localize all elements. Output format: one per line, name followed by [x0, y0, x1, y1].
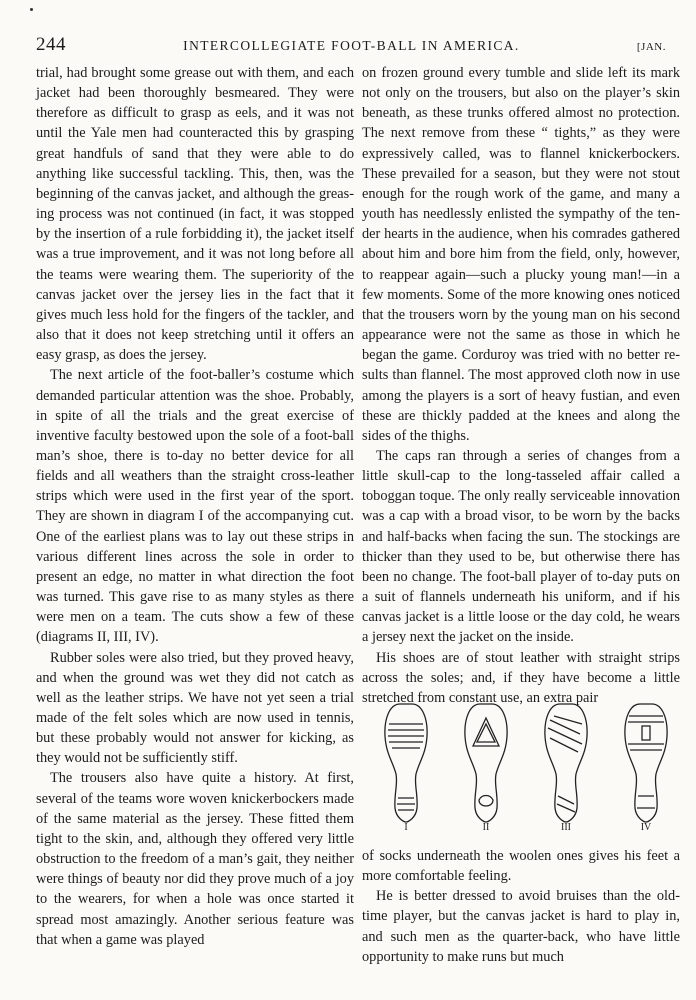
- figure-label: I: [404, 822, 408, 833]
- paragraph: The next article of the foot-baller’s costume which demanded particular attention was the shoe. Probably, in spite of all the trials and the great exercise of inventive faculty bestowed upon the sole of a foot-ball man’s shoe, there is to-day no better device for all fields and all weathers than the straight cross-leather strips which were used in the first year of the sport. They are shown in diagram I of the accompanying cut. One of the earliest plans was to lay out these strips in various different lines across the sole in order to present an edge, no matter in what direction the foot was turned. This gave rise to as many styles as there were men on a team. The cuts show a few of these (diagrams II, III, IV).: [36, 367, 354, 646]
- paragraph: He is better dressed to avoid bruises than the old-time player, but the canvas jacket is hard to play in, and such men as the quarter-back, who have little opportunity to make runs but much: [362, 888, 680, 965]
- sole-diagram-2: [465, 704, 507, 822]
- shoe-soles-illustration: [362, 700, 680, 824]
- page-number: 244: [36, 34, 66, 55]
- figure-label: IV: [640, 822, 652, 833]
- running-title: INTERCOLLEGIATE FOOT-BALL IN AMERICA.: [183, 38, 520, 53]
- right-column: [362, 63, 680, 708]
- figure-label: III: [561, 822, 571, 833]
- paragraph: The caps ran through a series of changes from a little skull-cap to the long-tasseled affair called a toboggan toque. The only really serviceable innovation was a cap with a broad visor, to be worn by the backs and half-backs when facing the sun. The stockings are thicker than they used to be, but otherwise there has been no change. The foot-ball player of to-day puts on a suit of flannels underneath his uniform, and if his canvas jacket is a little loose or the day cold, he wears a jersey next the jacket on the inside.: [362, 447, 680, 646]
- issue-month: [JAN.: [636, 41, 666, 53]
- shoe-sole-diagrams: [362, 700, 680, 840]
- figure-label: II: [482, 822, 490, 833]
- sole-diagram-1: [385, 704, 427, 822]
- paragraph: on frozen ground every tumble and slide left its mark not only on the trousers, but also on the player’s skin beneath, as these trunks offered almost no protection. The next remove from these “ tights,” as they were expressively called, was to flannel knickerbockers. These prevailed for a season, but they were not stout enough for the rough work of the game, and many a youth has needlessly enlisted the sympathy of the tender hearts in the audience, when his comrades gathered about him and bore him from the field, only, however, to reappear again—such a plucky young man!—in a few moments. Some of the more knowing ones noticed that the trousers worn by the young man on his second appearance were not the same as those in which he began the game. Corduroy was tried with no better results than flannel. The most approved cloth now in use among the players is a sort of heavy fustian, and even these are thickly padded at the knees and along the sides of the thighs.: [362, 65, 680, 444]
- paragraph: of socks underneath the woolen ones gives his feet a more comfortable feeling.: [362, 848, 680, 885]
- paragraph: Rubber soles were also tried, but they proved heavy, and when the ground was wet they did not catch as well as the leather strips. We have not yet seen a trial made of the felt soles which are now used in tennis, but these probably would not answer for kicking, as they would not be sufficiently stiff.: [36, 649, 354, 767]
- paragraph: trial, had brought some grease out with them, and each jacket had been thoroughly besmeared. They were therefore as difficult to grasp as eels, and it was not until the Yale men had counteracted this by grasping great handfuls of sand that they were able to do anything like successful tackling. This, then, was the beginning of the canvas jacket, and although the greasing process was not continued (in fact, it was stopped by the insertion of a rule forbidding it), the jacket itself was a true improvement, and it was not long before all the teams were wearing them. The superiority of the canvas jacket over the jersey lies in the fact that it gives much less hold for the fingers of the tackler, and also that it does not keep stretching until it offers an easy grasp, as does the jersey.: [36, 65, 354, 364]
- figure-labels: [362, 822, 680, 838]
- sole-diagram-4: [625, 704, 667, 822]
- paragraph: The trousers also have quite a history. At first, several of the teams wore woven knickerbockers made of the same material as the jersey. These fitted them tight to the skin, and, although they offered very little obstruction to the freedom of a man’s gait, they neither were things of beauty nor did they prove much of a joy to the wearers, for when a hole was once started it spread most amazingly. Another serious feature was that when a game was played: [36, 770, 354, 948]
- print-speck: [30, 8, 33, 11]
- page-header: [36, 34, 666, 56]
- paragraph: His shoes are of stout leather with straight strips across the soles; and, if they have become a little stretched from constant use, an extra pair: [362, 649, 680, 706]
- right-column-continuation: [362, 846, 680, 967]
- left-column: [36, 63, 354, 950]
- sole-diagram-3: [545, 704, 587, 822]
